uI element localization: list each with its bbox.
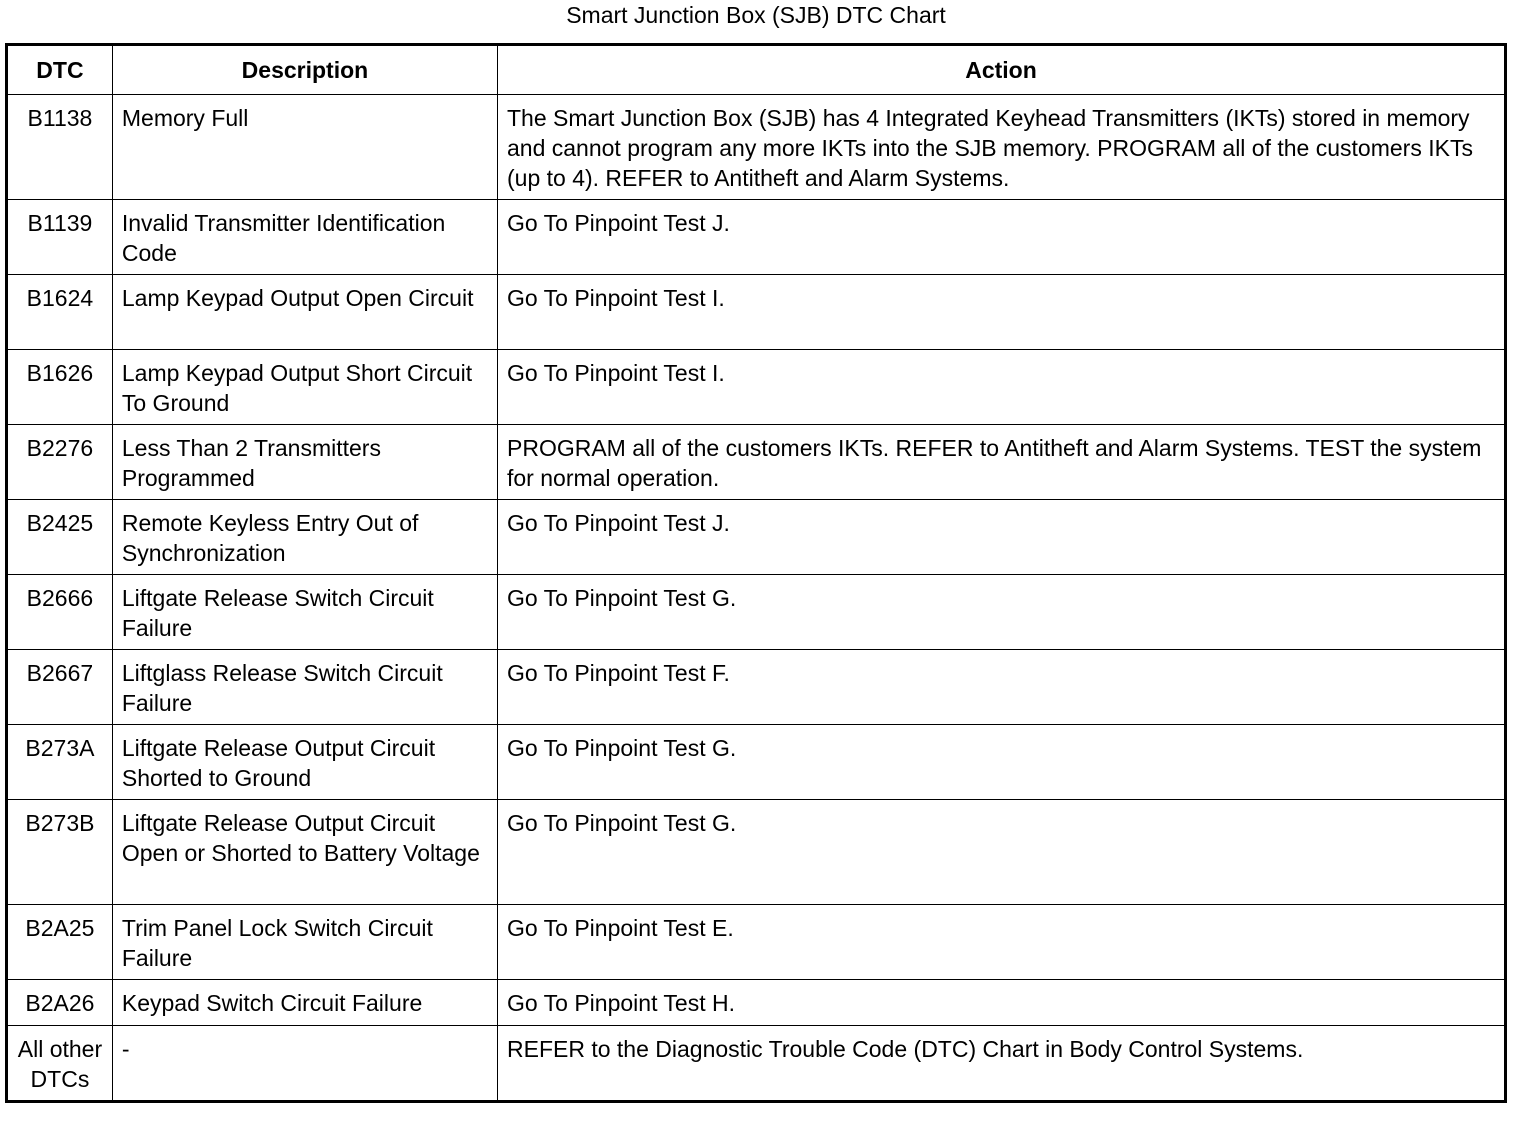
dtc-code: B1139 (7, 200, 113, 275)
dtc-description: Keypad Switch Circuit Failure (112, 980, 497, 1026)
table-row (7, 800, 1506, 905)
dtc-code: All other DTCs (7, 1026, 113, 1102)
dtc-description: Remote Keyless Entry Out of Synchronization (112, 500, 497, 575)
table-row (7, 905, 1506, 980)
dtc-action: Go To Pinpoint Test I. (498, 275, 1506, 350)
dtc-action: Go To Pinpoint Test G. (498, 725, 1506, 800)
table-row (7, 95, 1506, 200)
dtc-action: Go To Pinpoint Test H. (498, 980, 1506, 1026)
dtc-description: Memory Full (112, 95, 497, 200)
dtc-action: Go To Pinpoint Test G. (498, 575, 1506, 650)
dtc-description: Less Than 2 Transmitters Programmed (112, 425, 497, 500)
table-row (7, 500, 1506, 575)
dtc-action: The Smart Junction Box (SJB) has 4 Integrated Keyhead Transmitters (IKTs) stored in memory and cannot program any more IKTs into the SJB memory. PROGRAM all of the customers IKTs (up to 4). REFER to Antitheft and Alarm Systems. (498, 95, 1506, 200)
dtc-action: Go To Pinpoint Test E. (498, 905, 1506, 980)
dtc-code: B1624 (7, 275, 113, 350)
dtc-action: Go To Pinpoint Test G. (498, 800, 1506, 905)
table-row (7, 1026, 1506, 1102)
dtc-code: B2425 (7, 500, 113, 575)
dtc-code: B273B (7, 800, 113, 905)
dtc-code: B1626 (7, 350, 113, 425)
column-header-action: Action (498, 45, 1506, 95)
dtc-code: B2A25 (7, 905, 113, 980)
table-row (7, 200, 1506, 275)
dtc-action: Go To Pinpoint Test I. (498, 350, 1506, 425)
dtc-description: Trim Panel Lock Switch Circuit Failure (112, 905, 497, 980)
column-header-description: Description (112, 45, 497, 95)
dtc-action: Go To Pinpoint Test J. (498, 200, 1506, 275)
dtc-code: B2276 (7, 425, 113, 500)
table-row (7, 575, 1506, 650)
dtc-description: Liftgate Release Output Circuit Shorted to Ground (112, 725, 497, 800)
table-row (7, 275, 1506, 350)
dtc-description: Liftgate Release Switch Circuit Failure (112, 575, 497, 650)
dtc-description: Liftgate Release Output Circuit Open or Shorted to Battery Voltage (112, 800, 497, 905)
table-row (7, 650, 1506, 725)
dtc-code: B273A (7, 725, 113, 800)
dtc-code: B2667 (7, 650, 113, 725)
dtc-action: Go To Pinpoint Test J. (498, 500, 1506, 575)
dtc-description: Lamp Keypad Output Open Circuit (112, 275, 497, 350)
page-title: Smart Junction Box (SJB) DTC Chart (566, 2, 946, 28)
table-row (7, 425, 1506, 500)
dtc-action: Go To Pinpoint Test F. (498, 650, 1506, 725)
dtc-description: Liftglass Release Switch Circuit Failure (112, 650, 497, 725)
dtc-description: Lamp Keypad Output Short Circuit To Ground (112, 350, 497, 425)
table-row (7, 980, 1506, 1026)
dtc-code: B2A26 (7, 980, 113, 1026)
table-row (7, 725, 1506, 800)
dtc-action: REFER to the Diagnostic Trouble Code (DTC) Chart in Body Control Systems. (498, 1026, 1506, 1102)
dtc-code: B1138 (7, 95, 113, 200)
table-header-row (7, 45, 1506, 95)
dtc-description: Invalid Transmitter Identification Code (112, 200, 497, 275)
dtc-action: PROGRAM all of the customers IKTs. REFER to Antitheft and Alarm Systems. TEST the system for normal operation. (498, 425, 1506, 500)
column-header-dtc: DTC (7, 45, 113, 95)
dtc-description: - (112, 1026, 497, 1102)
dtc-table (5, 43, 1507, 1103)
table-row (7, 350, 1506, 425)
dtc-code: B2666 (7, 575, 113, 650)
